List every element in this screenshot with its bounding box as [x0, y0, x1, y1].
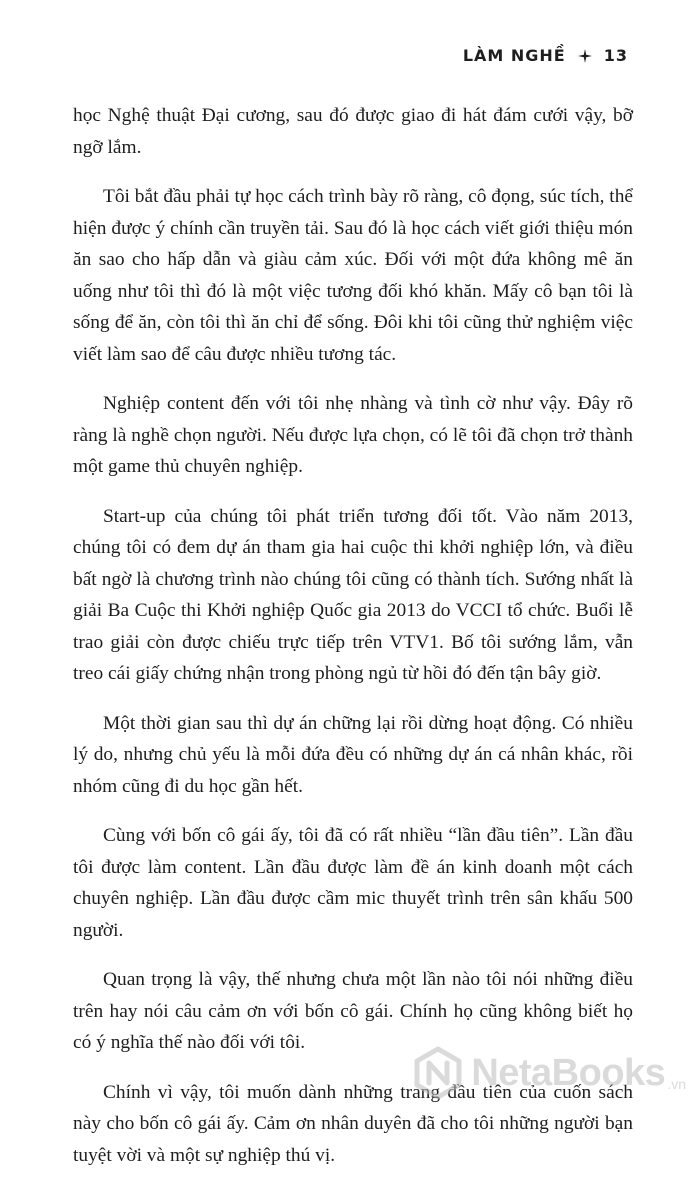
- paragraph: học Nghệ thuật Đại cương, sau đó được giao đi hát đám cưới vậy, bỡ ngỡ lắm.: [73, 105, 633, 158]
- four-point-star-icon: [578, 49, 592, 63]
- running-header: [463, 46, 628, 65]
- watermark-text: NetaBooks: [471, 1051, 666, 1094]
- paragraph: Chính vì vậy, tôi muốn dành những trang đầu tiên của cuốn sách này cho bốn cô gái ấy. Cảm ơn nhân duyên đã cho tôi những người bạn tuyệt vời và một sự nghiệp thú vị.: [73, 1081, 633, 1166]
- paragraph: Start-up của chúng tôi phát triển tương đối tốt. Vào năm 2013, chúng tôi có đem dự án tham gia hai cuộc thi khởi nghiệp lớn, và điều bất ngờ là chương trình nào chúng tôi cũng có thành tích. Sướng nhất là giải Ba Cuộc thi Khởi nghiệp Quốc gia 2013 do VCCI tổ chức. Buổi lễ trao giải còn được chiếu trực tiếp trên VTV1. Bố tôi sướng lắm, vẫn treo cái giấy chứng nhận trong phòng ngủ từ hồi đó đến tận bây giờ.: [73, 505, 633, 684]
- paragraph: Tôi bắt đầu phải tự học cách trình bày rõ ràng, cô đọng, súc tích, thể hiện được ý chính cần truyền tải. Sau đó là học cách viết giới thiệu món ăn sao cho hấp dẫn và giàu cảm xúc. Đối với một đứa không mê ăn uống như tôi thì đó là một việc tương đối khó khăn. Mấy cô bạn tôi là sống để ăn, còn tôi thì ăn chỉ để sống. Đôi khi tôi cũng thử nghiệm việc viết làm sao để câu được nhiều tương tác.: [73, 186, 633, 365]
- chapter-title: LÀM NGHỀ: [462, 46, 566, 65]
- netabooks-watermark: [411, 1046, 686, 1100]
- page-number: 13: [603, 46, 628, 65]
- watermark-suffix: .vn: [667, 1076, 686, 1092]
- paragraph: Quan trọng là vậy, thế nhưng chưa một lần nào tôi nói những điều trên hay nói câu cảm ơn với bốn cô gái. Chính họ cũng không biết họ có ý nghĩa thế nào đối với tôi.: [73, 969, 633, 1053]
- paragraph: Cùng với bốn cô gái ấy, tôi đã có rất nhiều “lần đầu tiên”. Lần đầu tôi được làm content. Lần đầu được làm đề án kinh doanh một cách chuyên nghiệp. Lần đầu được cầm mic thuyết trình trên sân khấu 500 người.: [73, 825, 633, 941]
- paragraph: Một thời gian sau thì dự án chững lại rồi dừng hoạt động. Có nhiều lý do, nhưng chủ yếu là mỗi đứa đều có những dự án cá nhân khác, rồi nhóm cũng đi du học gần hết.: [73, 712, 633, 797]
- body-text: [73, 100, 633, 1189]
- netabooks-logo-icon: [411, 1046, 465, 1100]
- paragraph: Nghiệp content đến với tôi nhẹ nhàng và tình cờ như vậy. Đây rõ ràng là nghề chọn người. Nếu được lựa chọn, có lẽ tôi đã chọn trở thành một game thủ chuyên nghiệp.: [73, 393, 633, 477]
